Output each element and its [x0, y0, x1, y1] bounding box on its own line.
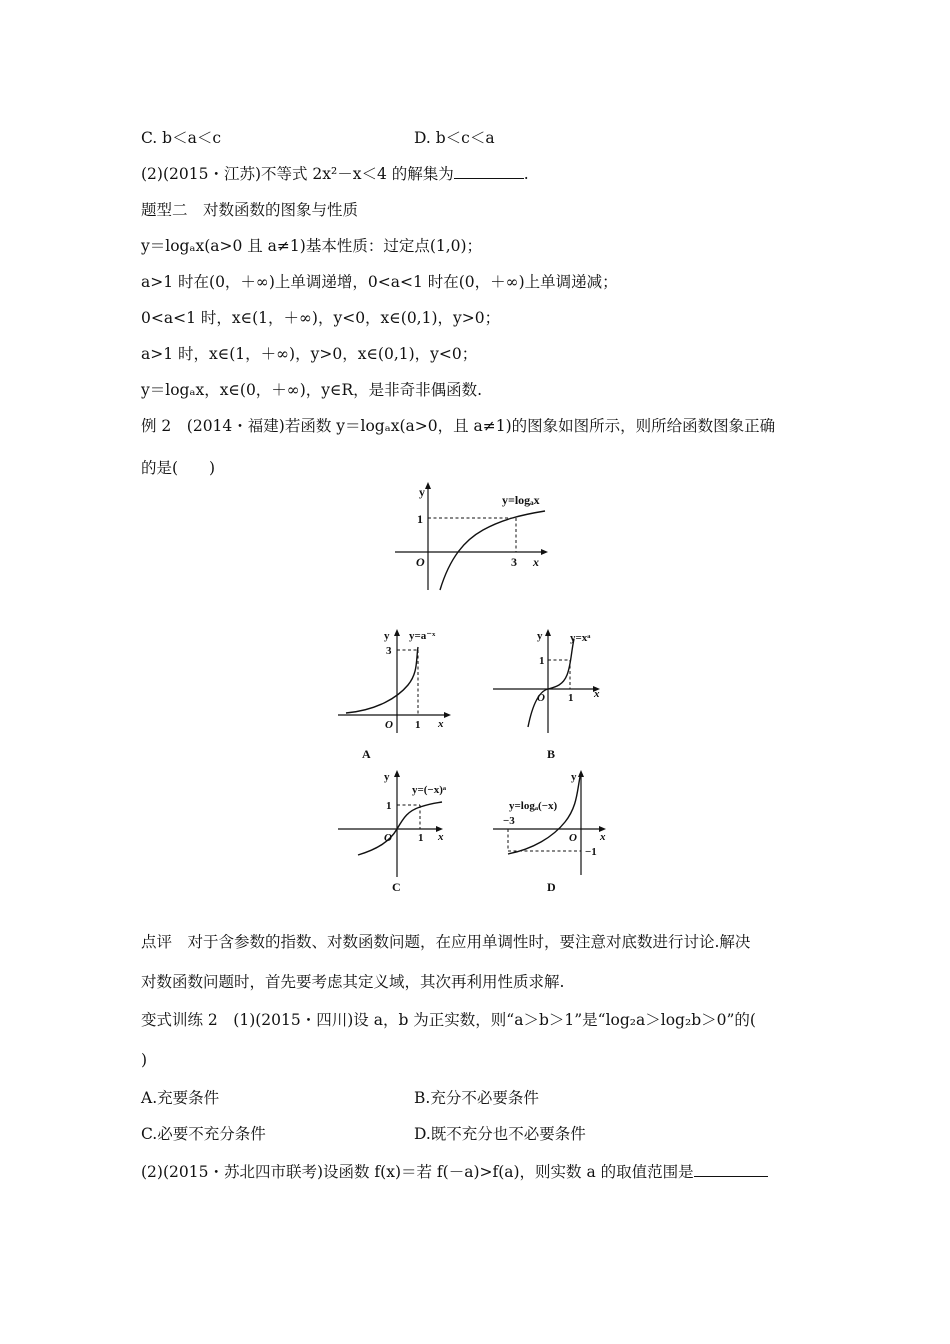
x-axis-label: x	[600, 831, 606, 843]
comment-line-1: 点评 对于含参数的指数、对数函数问题，在应用单调性时，要注意对底数进行讨论.解决	[141, 933, 751, 951]
example-2-line-2: 的是( )	[141, 459, 216, 477]
y-axis-arrow	[394, 770, 400, 777]
variation-line-1: 变式训练 2 (1)(2015・四川)设 a，b 为正实数，则“a＞b＞1”是“log₂a＞log₂b＞0”的(	[141, 1011, 756, 1029]
tick-x-label: 1	[418, 832, 424, 844]
graph-a	[338, 627, 458, 762]
answer-blank	[454, 164, 524, 179]
option-d: D. b＜c＜a	[414, 129, 495, 147]
x-axis-arrow	[541, 549, 548, 555]
tick-y-label: 3	[386, 645, 392, 657]
power-curve	[528, 639, 574, 727]
property-line: y＝logₐx，x∈(0，＋∞)，y∈R，是非奇非偶函数.	[141, 381, 483, 399]
main-graph	[395, 482, 555, 592]
graph-caption: B	[547, 747, 556, 761]
origin-label: O	[537, 692, 545, 704]
variation-part-2-text: (2)(2015・苏北四市联考)设函数 f(x)＝若 f(－a)>f(a)，则实数 a 的取值范围是	[141, 1163, 694, 1181]
y-axis-arrow	[578, 770, 584, 777]
y-axis-label: y	[384, 630, 390, 642]
x-axis-label: x	[594, 688, 600, 700]
curve-label: y=logₐ(−x)	[509, 800, 558, 812]
y-axis-label: y	[419, 485, 425, 499]
x-axis-label: x	[438, 718, 444, 730]
graph-c	[338, 767, 478, 897]
curve-label: y=xᵃ	[570, 632, 591, 644]
tick-x-label: 3	[511, 555, 517, 569]
y-axis-arrow	[394, 629, 400, 636]
tick-y-label: 1	[539, 655, 545, 667]
graph-d	[493, 767, 623, 897]
tick-x-label: 1	[568, 692, 574, 704]
x-axis-arrow	[444, 712, 451, 718]
origin-label: O	[384, 832, 392, 844]
tick-neg-x-label: −3	[503, 815, 515, 827]
option-b: B.充分不必要条件	[414, 1089, 539, 1107]
tick-y-label: 1	[417, 512, 423, 526]
curve-label: y=(−x)ᵃ	[412, 784, 447, 796]
property-line: a>1 时在(0，＋∞)上单调递增，0<a<1 时在(0，＋∞)上单调递减；	[141, 273, 618, 291]
y-axis-arrow	[425, 482, 431, 489]
graph-caption: D	[547, 880, 556, 894]
x-axis-label: x	[533, 555, 539, 569]
tick-y-label: 1	[386, 800, 392, 812]
y-axis-label: y	[571, 771, 577, 783]
section-title: 题型二 对数函数的图象与性质	[141, 201, 359, 219]
option-c: C.必要不充分条件	[141, 1125, 266, 1143]
origin-label: O	[416, 555, 425, 569]
property-line: 0<a<1 时，x∈(1，＋∞)，y<0，x∈(0,1)，y>0；	[141, 309, 501, 327]
option-a: A.充要条件	[141, 1089, 220, 1107]
option-d: D.既不充分也不必要条件	[414, 1125, 586, 1143]
option-c: C. b＜a＜c	[141, 129, 222, 147]
y-axis-arrow	[545, 629, 551, 636]
curve-label: y=a⁻ˣ	[409, 630, 436, 642]
question-text: (2)(2015・江苏)不等式 2x²－x＜4 的解集为	[141, 165, 454, 183]
log-curve	[440, 511, 545, 590]
origin-label: O	[569, 832, 577, 844]
property-line: y＝logₐx(a>0 且 a≠1)基本性质：过定点(1,0)；	[141, 237, 483, 255]
origin-label: O	[385, 719, 393, 731]
variation-line-2: )	[141, 1051, 148, 1069]
answer-blank	[694, 1162, 768, 1177]
graph-caption: A	[362, 747, 371, 761]
y-axis-label: y	[384, 771, 390, 783]
graph-caption: C	[392, 880, 401, 894]
x-axis-label: x	[438, 831, 444, 843]
example-2-line-1: 例 2 (2014・福建)若函数 y＝logₐx(a>0，且 a≠1)的图象如图所示，则所给函数图象正确	[141, 417, 776, 435]
graph-b	[493, 627, 613, 762]
property-line: a>1 时，x∈(1，＋∞)，y>0，x∈(0,1)，y<0；	[141, 345, 478, 363]
y-axis-label: y	[537, 630, 543, 642]
question-part-2: (2)(2015・江苏)不等式 2x²－x＜4 的解集为 .	[141, 165, 529, 183]
curve-label: y=logₐx	[502, 493, 540, 507]
tick-x-label: 1	[415, 719, 421, 731]
exp-curve	[346, 647, 418, 713]
comment-line-2: 对数函数问题时，首先要考虑其定义域，其次再利用性质求解.	[141, 973, 565, 991]
tick-neg-y-label: −1	[585, 846, 597, 858]
variation-part-2	[141, 1162, 768, 1182]
